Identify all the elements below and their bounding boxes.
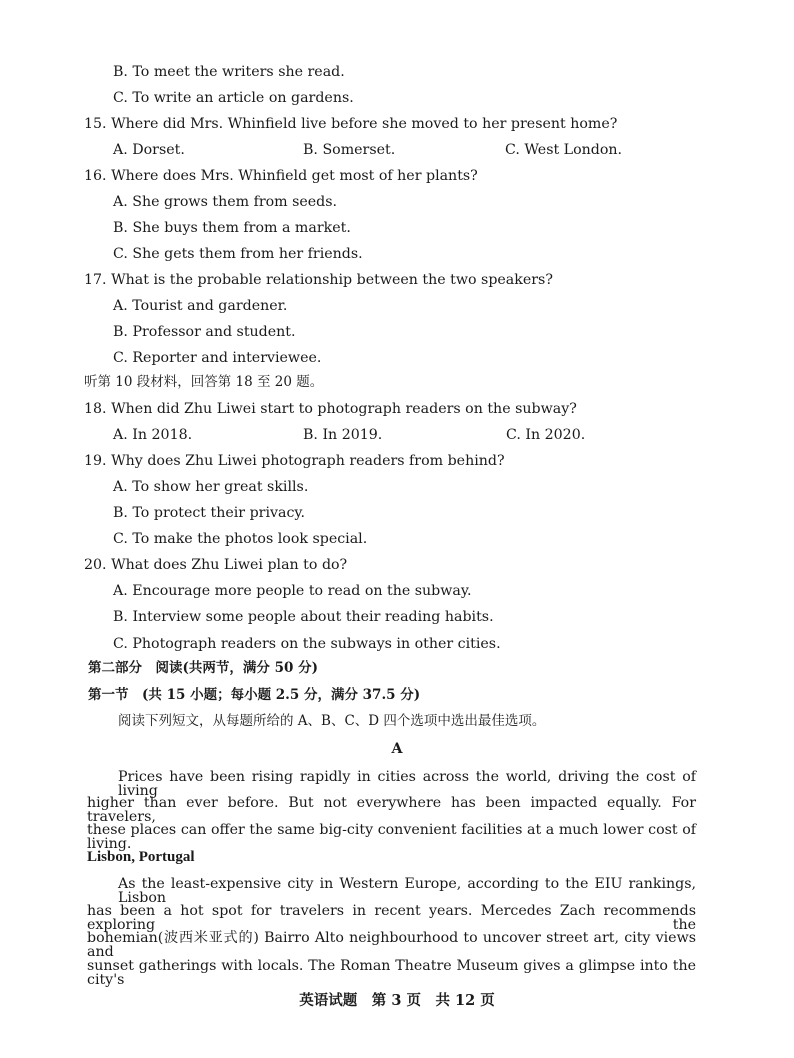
option-20c: C. Photograph readers on the subways in other cities. (113, 636, 501, 652)
paragraph-2-line-1: As the least-expensive city in Western Europe, according to the EIU rankings, Lisbon (118, 876, 696, 907)
paragraph-2-line-2: has been a hot spot for travelers in recent years. Mercedes Zach recommends exploring the (87, 903, 696, 934)
part-two-heading: 第二部分 阅读(共两节，满分 50 分) (88, 660, 318, 676)
option-15a: A. Dorset. (113, 142, 185, 158)
section-one-heading: 第一节 (共 15 小题；每小题 2.5 分，满分 37.5 分) (88, 687, 421, 703)
option-18b: B. In 2019. (303, 427, 383, 443)
option-17b: B. Professor and student. (113, 324, 296, 340)
question-17: 17. What is the probable relationship between the two speakers? (84, 272, 553, 288)
question-19: 19. Why does Zhu Liwei photograph readers from behind? (84, 453, 505, 469)
option-20a: A. Encourage more people to read on the subway. (113, 583, 472, 599)
paragraph-1-line-1: Prices have been rising rapidly in cities across the world, driving the cost of living (118, 769, 696, 800)
option-15c: C. West London. (505, 142, 623, 158)
section-heading-lisbon: Lisbon, Portugal (87, 849, 195, 865)
option-19b: B. To protect their privacy. (113, 505, 306, 521)
question-16: 16. Where does Mrs. Whinfield get most of her plants? (84, 168, 478, 184)
passage-letter: A (391, 741, 403, 757)
option-17c: C. Reporter and interviewee. (113, 350, 322, 366)
option-19a: A. To show her great skills. (113, 479, 309, 495)
option-15b: B. Somerset. (303, 142, 396, 158)
listening-instruction-10: 听第 10 段材料，回答第 18 至 20 题。 (84, 374, 324, 390)
question-15: 15. Where did Mrs. Whinfield live before she moved to her present home? (84, 116, 618, 132)
option-19c: C. To make the photos look special. (113, 531, 368, 547)
reading-instruction: 阅读下列短文，从每题所给的 A、B、C、D 四个选项中选出最佳选项。 (118, 713, 546, 729)
option-18a: A. In 2018. (113, 427, 193, 443)
option-18c: C. In 2020. (506, 427, 586, 443)
option-14b: B. To meet the writers she read. (113, 64, 345, 80)
paragraph-1-line-3: these places can offer the same big-city convenient facilities at a much lower cost of living. (87, 822, 696, 853)
page-footer: 英语试题 第 3 页 共 12 页 (299, 992, 495, 1009)
option-20b: B. Interview some people about their reading habits. (113, 609, 494, 625)
option-16c: C. She gets them from her friends. (113, 246, 363, 262)
question-20: 20. What does Zhu Liwei plan to do? (84, 557, 348, 573)
paragraph-2-line-3: bohemian(波西米亚式的) Bairro Alto neighbourhood to uncover street art, city views and (87, 930, 696, 961)
option-16a: A. She grows them from seeds. (113, 194, 338, 210)
paragraph-1-line-2: higher than ever before. But not everywhere has been impacted equally. For travelers, (87, 795, 696, 826)
paragraph-2-line-4: sunset gatherings with locals. The Roman Theatre Museum gives a glimpse into the city's (87, 958, 696, 989)
question-18: 18. When did Zhu Liwei start to photograph readers on the subway? (84, 401, 577, 417)
option-17a: A. Tourist and gardener. (113, 298, 288, 314)
option-16b: B. She buys them from a market. (113, 220, 351, 236)
option-14c: C. To write an article on gardens. (113, 90, 354, 106)
